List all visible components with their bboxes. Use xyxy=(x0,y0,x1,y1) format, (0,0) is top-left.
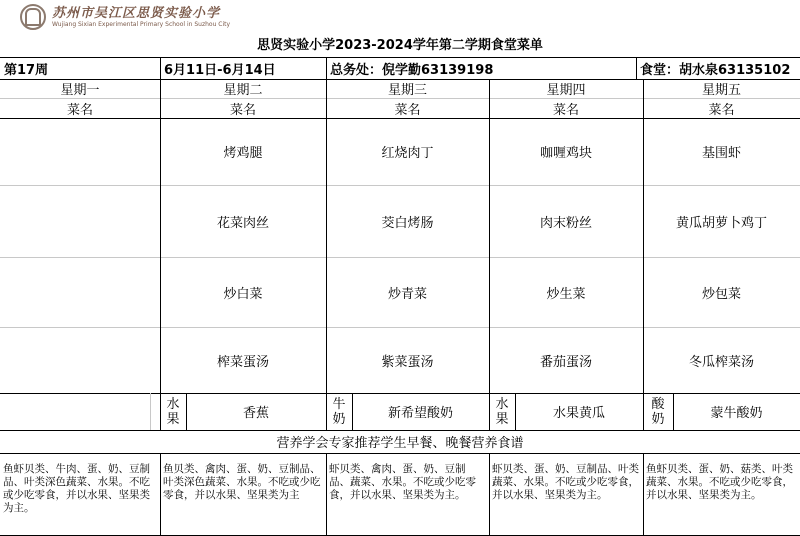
menu-dish: 炒白菜 xyxy=(223,286,263,302)
extra-item: 水果黄瓜 xyxy=(552,406,605,421)
dish-header: 菜名 xyxy=(552,102,579,118)
school-name-en: Wujiang Sixian Experimental Primary School in Suzhou City xyxy=(52,20,231,28)
nutrition-title: 营养学会专家推荐学生早餐、晚餐营养食谱 xyxy=(276,436,524,451)
menu-dish: 冬瓜榨菜汤 xyxy=(688,354,754,370)
nutrition-advice: 虾贝类、蛋、奶、豆制品、叶类蔬菜、水果。不吃或少吃零食，并以水果、坚果类为主。 xyxy=(492,463,639,501)
grid-line xyxy=(326,79,327,430)
grid-line xyxy=(0,453,800,454)
grid-line xyxy=(643,79,644,430)
dish-header: 菜名 xyxy=(394,102,421,118)
grid-line xyxy=(160,57,161,79)
day-header: 星期三 xyxy=(387,83,427,98)
school-seal-icon xyxy=(20,4,46,30)
grid-line xyxy=(326,57,327,79)
date-range: 6月11日-6月14日 xyxy=(164,62,276,78)
menu-dish xyxy=(0,327,160,393)
canteen-contact: 食堂：胡水泉63135102 xyxy=(640,62,791,78)
extra-label: 水 果 xyxy=(166,396,180,427)
grid-line xyxy=(636,57,637,79)
office-contact: 总务处：倪学勤63139198 xyxy=(330,62,494,78)
nutrition-advice: 鱼虾贝类、蛋、奶、菇类、叶类蔬菜、水果。不吃或少吃零食，并以水果、坚果类为主。 xyxy=(646,463,793,501)
grid-line xyxy=(489,453,490,536)
grid-line xyxy=(150,393,151,430)
menu-dish: 紫菜蛋汤 xyxy=(381,354,434,370)
dish-header: 菜名 xyxy=(66,102,93,118)
header xyxy=(0,0,800,34)
school-name-cn: 苏州市吴江区思贤实验小学 xyxy=(52,5,221,21)
menu-dish: 红烧肉丁 xyxy=(381,146,434,161)
menu-dish: 烤鸡腿 xyxy=(223,146,263,161)
extra-label: 牛 奶 xyxy=(332,396,346,427)
menu-dish: 榨菜蛋汤 xyxy=(216,354,269,370)
menu-dish: 黄瓜胡萝卜鸡丁 xyxy=(675,215,767,231)
menu-dish: 番茄蛋汤 xyxy=(539,354,592,370)
nutrition-advice: 鱼贝类、禽肉、蛋、奶、豆制品、叶类深色蔬菜、水果。不吃或少吃零食，并以水果、坚果类为主 xyxy=(163,463,321,501)
week-label: 第17周 xyxy=(4,62,49,78)
extra-label: 酸 奶 xyxy=(651,396,665,427)
grid-line xyxy=(326,453,327,536)
menu-dish xyxy=(0,118,160,185)
menu-dish: 咖喱鸡块 xyxy=(539,146,592,161)
menu-dish: 炒包菜 xyxy=(701,286,741,302)
dish-header: 菜名 xyxy=(708,102,735,118)
extra-label: 水 果 xyxy=(495,396,509,427)
grid-line xyxy=(160,79,161,430)
dish-header: 菜名 xyxy=(229,102,256,118)
menu-dish: 花菜肉丝 xyxy=(216,215,269,231)
nutrition-advice: 虾贝类、禽肉、蛋、奶、豆制品、蔬菜、水果。不吃或少吃零食，并以水果、坚果类为主。 xyxy=(329,463,476,501)
day-header: 星期一 xyxy=(60,83,100,98)
menu-dish xyxy=(0,257,160,327)
menu-title: 思贤实验小学2023-2024学年第二学期食堂菜单 xyxy=(257,38,543,53)
grid-line xyxy=(643,453,644,536)
school-logo xyxy=(20,2,230,32)
extra-item: 新希望酸奶 xyxy=(387,406,453,421)
menu-dish: 炒青菜 xyxy=(387,286,427,302)
nutrition-advice: 鱼虾贝类、牛肉、蛋、奶、豆制品、叶类深色蔬菜、水果。不吃或少吃零食，并以水果、坚果类为主。 xyxy=(3,463,150,514)
day-header: 星期二 xyxy=(223,83,263,98)
day-header: 星期五 xyxy=(701,83,741,98)
extra-item: 蒙牛酸奶 xyxy=(710,406,763,421)
menu-dish xyxy=(0,185,160,257)
grid-line xyxy=(160,453,161,536)
grid-line xyxy=(489,79,490,430)
menu-dish: 茭白烤肠 xyxy=(381,215,434,231)
menu-dish: 肉末粉丝 xyxy=(539,215,592,231)
day-header: 星期四 xyxy=(546,83,586,98)
menu-dish: 炒生菜 xyxy=(546,286,586,302)
menu-dish: 基围虾 xyxy=(701,146,741,161)
extra-item: 香蕉 xyxy=(242,406,269,421)
